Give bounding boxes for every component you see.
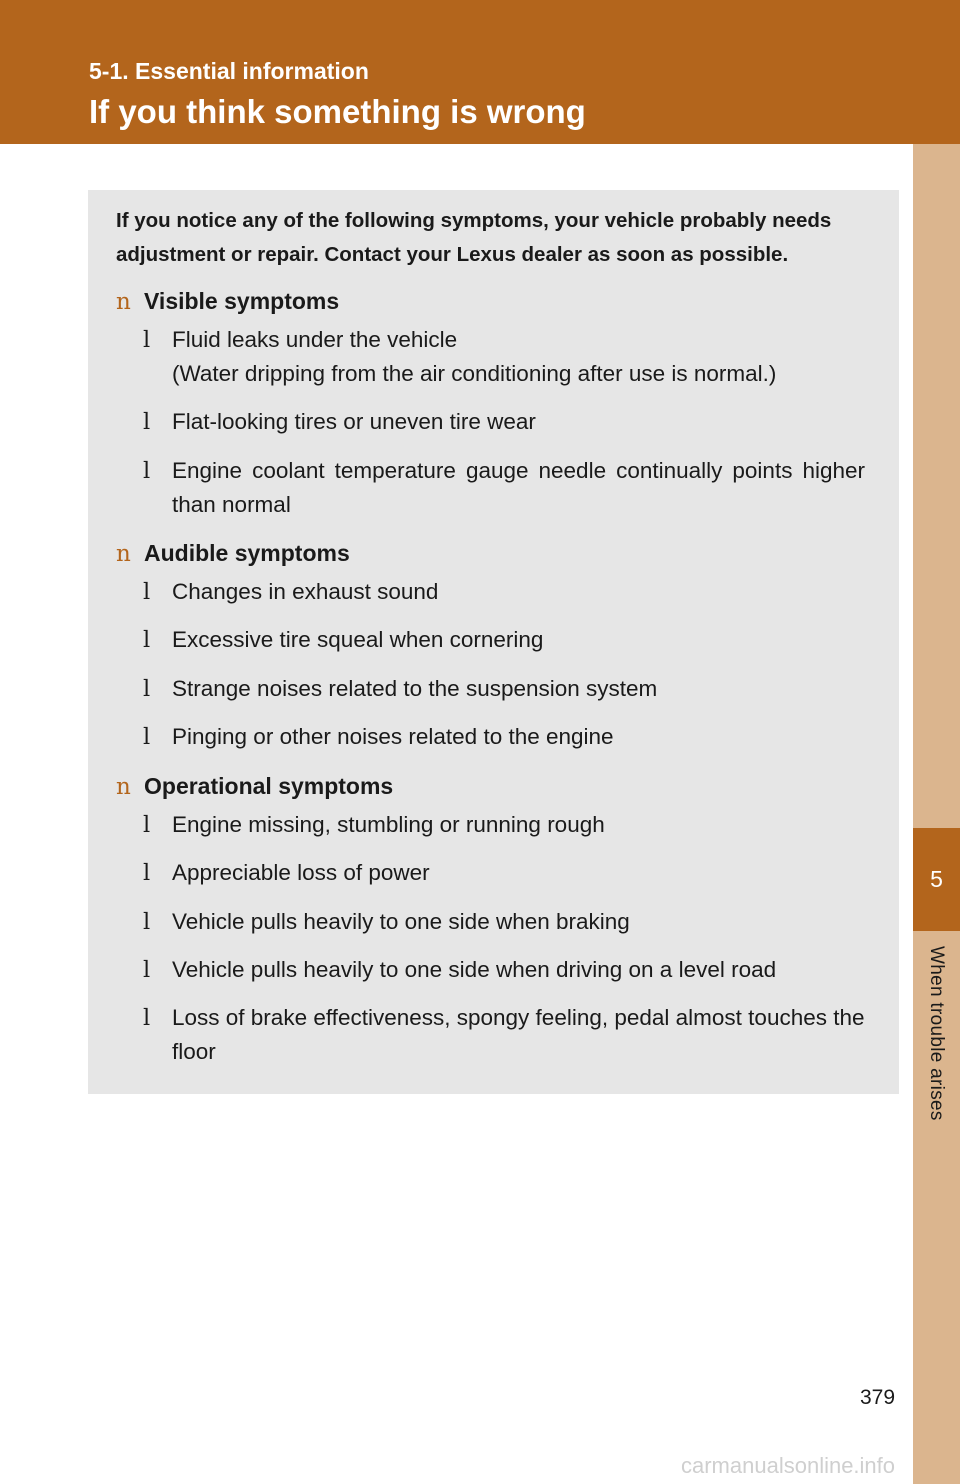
item-note: (Water dripping from the air conditioning after use is normal.) [172,361,777,386]
page-number: 379 [860,1386,896,1409]
list-item [143,405,865,439]
item-text: Fluid leaks under the vehicle [172,327,458,352]
bullet-icon: l [143,409,151,435]
list-item [143,672,865,706]
section-bullet-icon: n [116,774,131,800]
list-item [143,856,865,890]
item-text: Appreciable loss of power [172,860,430,885]
list-item [143,808,865,842]
list-item [143,623,865,657]
item-text: Loss of brake effectiveness, spongy feeling, pedal almost touches the floor [172,1005,865,1064]
page-title: If you think something is wrong [89,93,586,130]
bullet-icon: l [143,860,151,886]
bullet-icon: l [143,957,151,983]
item-text: Changes in exhaust sound [172,579,439,604]
page-header [0,0,960,144]
section-heading-audible [116,538,350,569]
chapter-number: 5 [930,866,943,892]
item-text: Excessive tire squeal when cornering [172,627,544,652]
section-title: Audible symptoms [144,540,350,566]
bullet-icon: l [143,579,151,605]
bullet-icon: l [143,627,151,653]
intro-paragraph: If you notice any of the following symptoms, your vehicle probably needs adjustment or repair. Contact your Lexus dealer as soon as possible. [116,209,832,266]
section-bullet-icon: n [116,541,131,567]
list-item [143,1001,865,1069]
chapter-side-strip [913,144,960,1484]
chapter-tab [913,828,960,931]
section-bullet-icon: n [116,289,131,315]
bullet-icon: l [143,909,151,935]
list-item [143,575,865,609]
list-item [143,720,865,754]
list-item [143,323,865,391]
chapter-title: When trouble arises [926,946,947,1121]
list-item [143,454,865,522]
bullet-icon: l [143,1005,151,1031]
list-item [143,905,865,939]
bullet-icon: l [143,724,151,750]
item-text: Engine missing, stumbling or running rough [172,812,605,837]
watermark: carmanualsonline.info [681,1453,896,1478]
section-heading-visible [116,286,339,317]
item-text: Flat-looking tires or uneven tire wear [172,409,536,434]
item-text: Strange noises related to the suspension system [172,676,658,701]
section-heading-operational [116,771,393,802]
item-text: Engine coolant temperature gauge needle continually points higher than normal [172,458,865,517]
section-title: Visible symptoms [144,288,340,314]
section-title: Operational symptoms [144,773,394,799]
bullet-icon: l [143,327,151,353]
item-text: Pinging or other noises related to the engine [172,724,614,749]
bullet-icon: l [143,676,151,702]
section-label: 5-1. Essential information [89,58,369,84]
item-text: Vehicle pulls heavily to one side when braking [172,909,630,934]
list-item [143,953,865,987]
bullet-icon: l [143,458,151,484]
bullet-icon: l [143,812,151,838]
item-text: Vehicle pulls heavily to one side when driving on a level road [172,957,777,982]
